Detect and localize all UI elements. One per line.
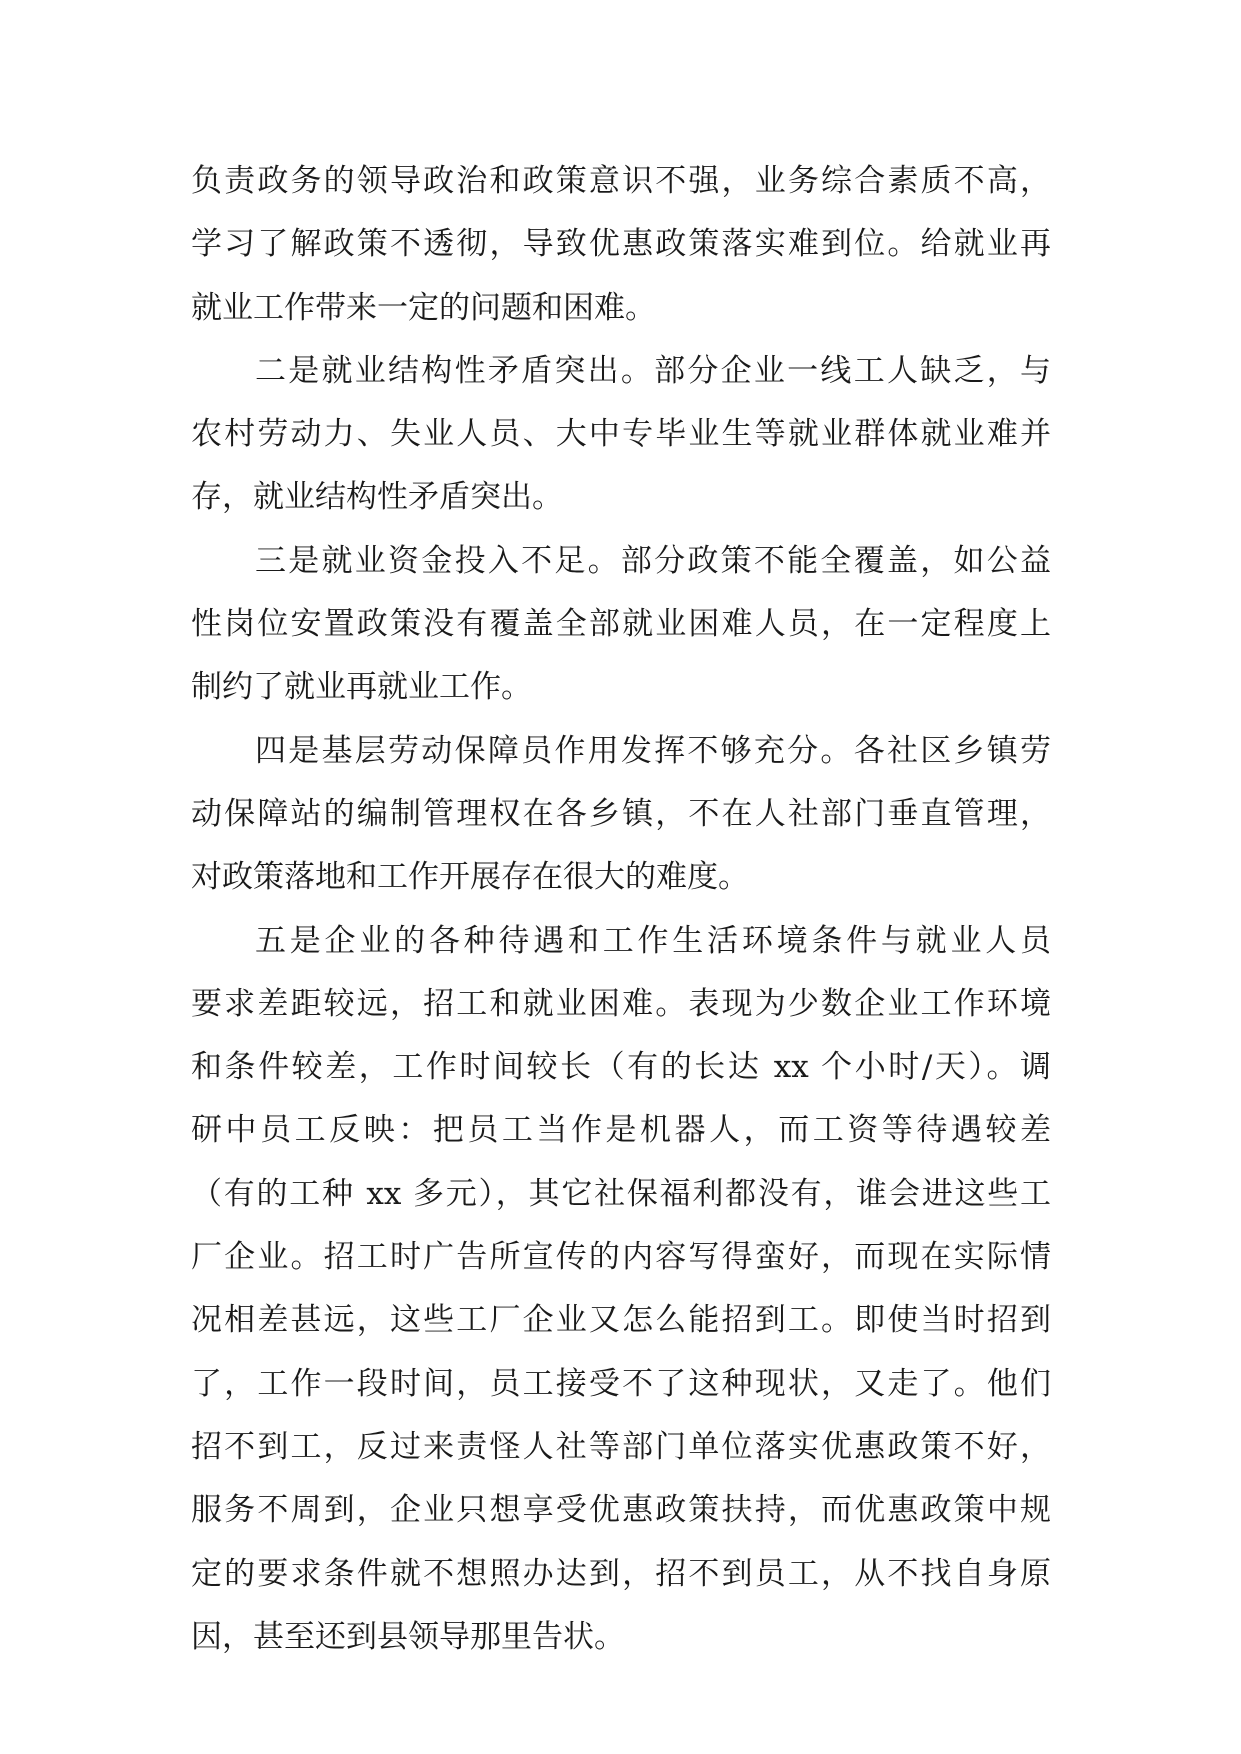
text-line: 厂企业。招工时广告所宣传的内容写得蛮好，而现在实际情: [191, 1239, 1051, 1276]
text-line: （有的工种 xx 多元），其它社保福利都没有，谁会进这些工: [191, 1175, 1051, 1212]
text-line: 性岗位安置政策没有覆盖全部就业困难人员，在一定程度上: [191, 606, 1051, 643]
text-line: 就业工作带来一定的问题和困难。: [191, 289, 656, 326]
paragraph-start-line: 四是基层劳动保障员作用发挥不够充分。各社区乡镇劳: [255, 732, 1051, 769]
text-line: 制约了就业再就业工作。: [191, 669, 532, 706]
text-line: 和条件较差，工作时间较长（有的长达 xx 个小时/天）。调: [191, 1049, 1051, 1086]
paragraph-start-line: 三是就业资金投入不足。部分政策不能全覆盖，如公益: [255, 542, 1051, 579]
paragraph-start-line: 五是企业的各种待遇和工作生活环境条件与就业人员: [255, 922, 1051, 959]
text-line: 存，就业结构性矛盾突出。: [191, 479, 563, 516]
text-line: 负责政务的领导政治和政策意识不强，业务综合素质不高，: [191, 163, 1051, 199]
text-line: 因，甚至还到县领导那里告状。: [191, 1618, 625, 1655]
text-line: 农村劳动力、失业人员、大中专毕业生等就业群体就业难并: [191, 416, 1051, 453]
text-line: 动保障站的编制管理权在各乡镇，不在人社部门垂直管理，: [191, 795, 1051, 832]
text-line: 招不到工，反过来责怪人社等部门单位落实优惠政策不好，: [191, 1428, 1051, 1465]
text-line: 研中员工反映：把员工当作是机器人，而工资等待遇较差: [191, 1112, 1051, 1149]
text-line: 况相差甚远，这些工厂企业又怎么能招到工。即使当时招到: [191, 1302, 1051, 1339]
paragraph-start-line: 二是就业结构性矛盾突出。部分企业一线工人缺乏，与: [255, 352, 1051, 389]
text-line: 要求差距较远，招工和就业困难。表现为少数企业工作环境: [191, 985, 1051, 1022]
text-line: 对政策落地和工作开展存在很大的难度。: [191, 859, 749, 896]
body-text: [191, 150, 1051, 1669]
text-line: 服务不周到，企业只想享受优惠政策扶持，而优惠政策中规: [191, 1492, 1051, 1529]
text-line: 了，工作一段时间，员工接受不了这种现状，又走了。他们: [191, 1365, 1051, 1402]
text-line: 学习了解政策不透彻，导致优惠政策落实难到位。给就业再: [191, 226, 1051, 263]
text-line: 定的要求条件就不想照办达到，招不到员工，从不找自身原: [191, 1555, 1051, 1592]
